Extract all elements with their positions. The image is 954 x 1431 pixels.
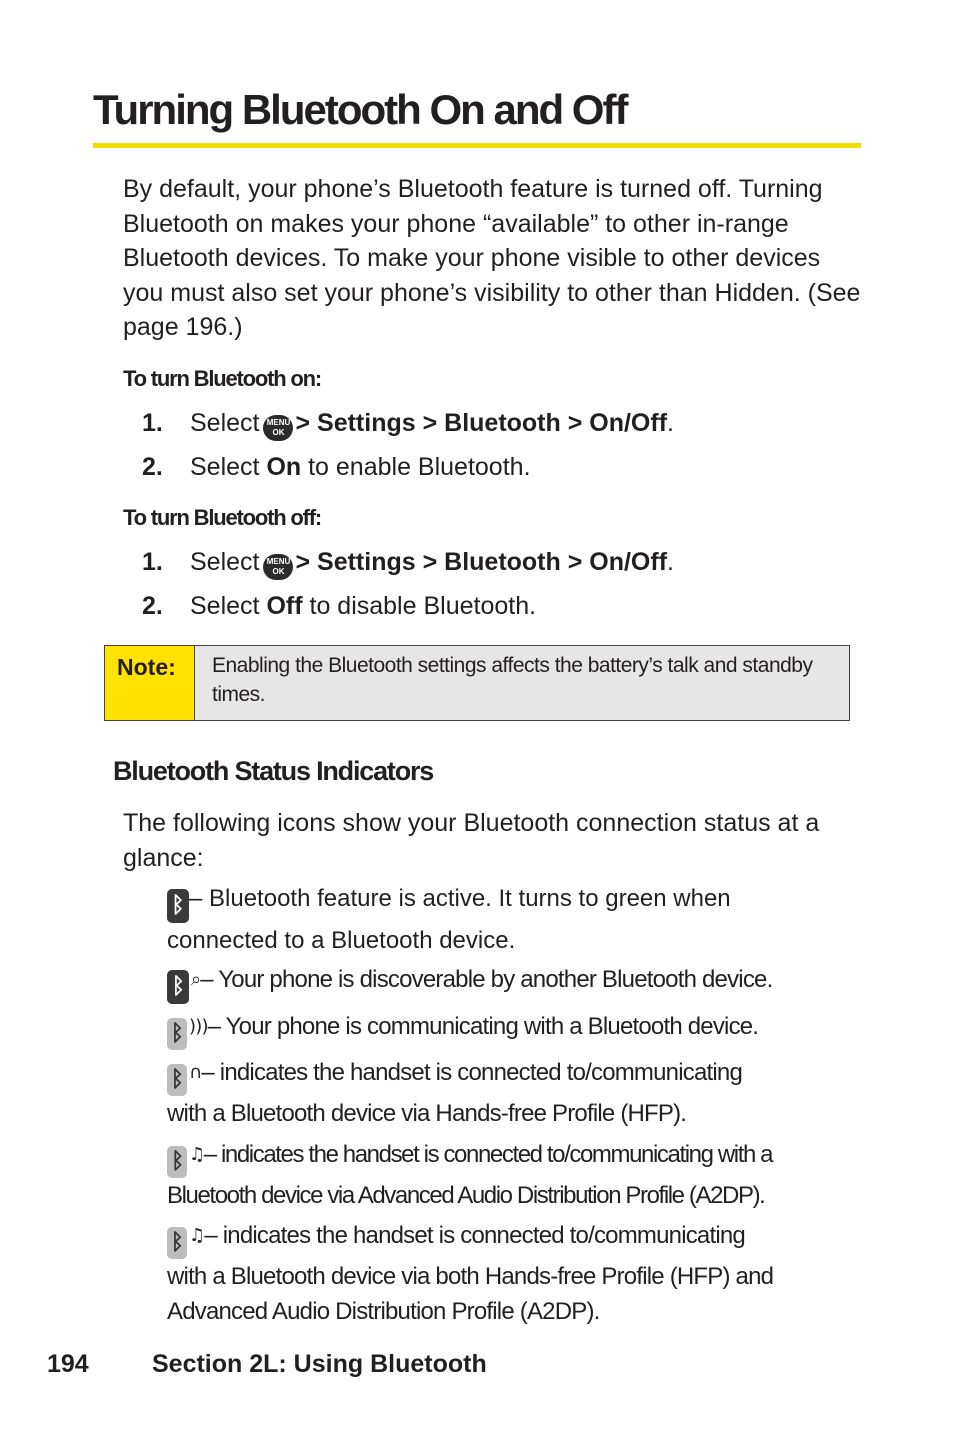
- music-note-icon: ♫: [189, 1144, 204, 1165]
- step-number: 2.: [142, 592, 163, 620]
- indicator-item: ᛒ ⌕– Your phone is discoverable by another Bluetooth device.: [167, 962, 772, 1004]
- page-footer: [47, 1350, 487, 1379]
- step-text: Select: [190, 409, 260, 437]
- headset-icon: ∩: [189, 1062, 202, 1083]
- indicator-item: ᛒ )))– Your phone is communicating with a Bluetooth device.: [167, 1009, 758, 1050]
- indicators-intro: The following icons show your Bluetooth connection status at a glance:: [123, 809, 820, 872]
- indicator-item: ᛒ ♫– indicates the handset is connected to/communicating with a Bluetooth device via both Hands-free Profile (HFP) and Advanced Audio Distribution Profile (A2DP).: [167, 1218, 773, 1329]
- indicator-item: ᛒ ∩– indicates the handset is connected to/communicating with a Bluetooth device via Hands-free Profile (HFP).: [167, 1055, 742, 1131]
- note-box: [104, 645, 850, 721]
- intro-paragraph: By default, your phone’s Bluetooth feature is turned off. Turning Bluetooth on makes your phone “available” to other in-range Bluetooth devices. To make your phone visible to other devices you must also set your phone’s visibility to other than Hidden. (See page 196.): [123, 175, 861, 342]
- option-on: On: [266, 453, 302, 481]
- option-off: Off: [266, 592, 303, 620]
- section-label: Section 2L: Using Bluetooth: [152, 1350, 487, 1378]
- step-number: 1.: [142, 409, 163, 437]
- turn-off-step-1: 1. Select MENU OK > Settings > Bluetooth > On/Off.: [142, 545, 674, 580]
- menu-path: > Settings > Bluetooth > On/Off: [295, 409, 668, 437]
- page-title: Turning Bluetooth On and Off: [93, 86, 627, 133]
- menu-ok-key-icon: MENU OK: [263, 554, 293, 580]
- signal-waves-icon: ))): [189, 1016, 208, 1037]
- bluetooth-discoverable-icon: ᛒ: [167, 970, 189, 1004]
- note-text: Enabling the Bluetooth settings affects the battery’s talk and standby times.: [212, 654, 813, 706]
- note-label: Note:: [105, 646, 195, 720]
- menu-path: > Settings > Bluetooth > On/Off: [295, 548, 668, 576]
- bluetooth-hfp-a2dp-icon: ᛒ: [167, 1227, 187, 1259]
- bluetooth-a2dp-icon: ᛒ: [167, 1146, 187, 1178]
- bluetooth-communicating-icon: ᛒ: [167, 1018, 187, 1050]
- indicator-item: ᛒ – Bluetooth feature is active. It turns to green when connected to a Bluetooth device.: [167, 885, 731, 954]
- turn-off-step-2: 2. Select Off to disable Bluetooth.: [142, 589, 536, 623]
- section-heading: Bluetooth Status Indicators: [113, 756, 434, 786]
- indicator-item: ᛒ ♫– indicates the handset is connected to/communicating with a Bluetooth device via Advanced Audio Distribution Profile (A2DP).: [167, 1137, 772, 1213]
- page-number: 194: [47, 1350, 89, 1378]
- bluetooth-icon: ᛒ: [167, 889, 189, 923]
- headset-music-icon: ♫: [189, 1225, 205, 1246]
- turn-on-heading: To turn Bluetooth on:: [123, 366, 321, 391]
- turn-off-heading: To turn Bluetooth off:: [123, 505, 322, 530]
- step-number: 1.: [142, 548, 163, 576]
- step-number: 2.: [142, 453, 163, 481]
- title-rule: [93, 143, 861, 148]
- bluetooth-hfp-icon: ᛒ: [167, 1064, 187, 1096]
- menu-ok-key-icon: MENU OK: [263, 415, 293, 441]
- discoverable-icon: ⌕: [191, 969, 201, 990]
- turn-on-step-1: 1. Select MENU OK > Settings > Bluetooth > On/Off.: [142, 406, 674, 441]
- turn-on-step-2: 2. Select On to enable Bluetooth.: [142, 450, 531, 484]
